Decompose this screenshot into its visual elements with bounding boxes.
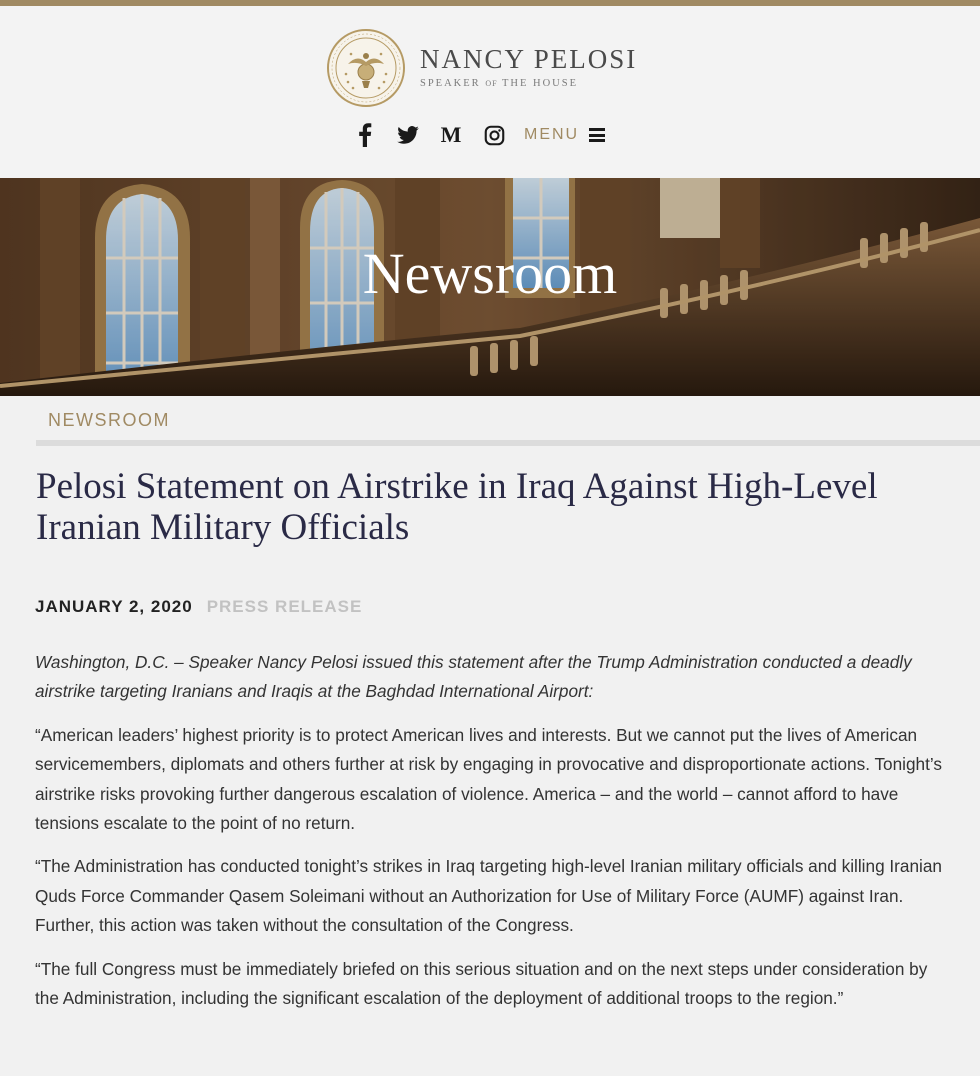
brand-logo[interactable] bbox=[326, 28, 637, 108]
facebook-link[interactable] bbox=[352, 122, 378, 148]
article-meta bbox=[35, 597, 362, 617]
article-paragraph: “The full Congress must be immediately briefed on this serious situation and on the next steps under consideration by the Administration, including the significant escalation of the deployment of additional troops to the region.” bbox=[35, 958, 928, 1009]
menu-button[interactable] bbox=[524, 126, 605, 144]
brand-subtitle bbox=[420, 78, 637, 89]
brand-subtitle-of: OF bbox=[485, 78, 498, 88]
twitter-icon bbox=[397, 126, 419, 144]
article-paragraph: “The Administration has conducted tonight’s strikes in Iraq targeting high-level Iranian military officials and killing Iranian Quds Force Commander Qasem Soleimani without an Authorization for Use of Military Force (AUMF) against Iran. Further, this action was taken without the consultation of the Congress. bbox=[35, 856, 942, 936]
twitter-link[interactable] bbox=[395, 122, 421, 148]
instagram-icon bbox=[484, 125, 505, 146]
hamburger-icon bbox=[589, 128, 605, 142]
article-title: Pelosi Statement on Airstrike in Iraq Against High-Level Iranian Military Officials bbox=[36, 466, 878, 548]
hero-title: Newsroom bbox=[362, 241, 618, 306]
facebook-icon bbox=[358, 123, 372, 147]
article-intro: Washington, D.C. – Speaker Nancy Pelosi issued this statement after the Trump Administration conducted a deadly airstrike targeting Iranians and Iraqis at the Baghdad International Airport: bbox=[35, 652, 912, 702]
menu-label: MENU bbox=[524, 126, 580, 143]
medium-link[interactable] bbox=[438, 122, 464, 148]
article-body bbox=[35, 648, 950, 1027]
section-divider bbox=[36, 440, 980, 446]
brand-name: NANCY PELOSI bbox=[420, 43, 638, 74]
site-header bbox=[0, 6, 980, 178]
medium-icon: M bbox=[440, 122, 462, 147]
brand-subtitle-post: THE HOUSE bbox=[497, 77, 579, 89]
section-label[interactable]: NEWSROOM bbox=[48, 410, 170, 430]
brand-subtitle-pre: SPEAKER bbox=[420, 77, 486, 89]
social-links bbox=[352, 120, 605, 150]
seal-of-the-speaker-icon bbox=[326, 28, 406, 108]
article-date: JANUARY 2, 2020 bbox=[35, 597, 193, 616]
article-paragraph: “American leaders’ highest priority is to protect American lives and interests. But we cannot put the lives of American servicemembers, diplomats and others further at risk by engaging in provocative and disproportionate actions. Tonight’s airstrike risks provoking further dangerous escalation of violence. America – and the world – cannot afford to have tensions escalate to the point of no return. bbox=[35, 724, 942, 834]
instagram-link[interactable] bbox=[481, 122, 507, 148]
article-type[interactable]: PRESS RELEASE bbox=[206, 597, 363, 616]
